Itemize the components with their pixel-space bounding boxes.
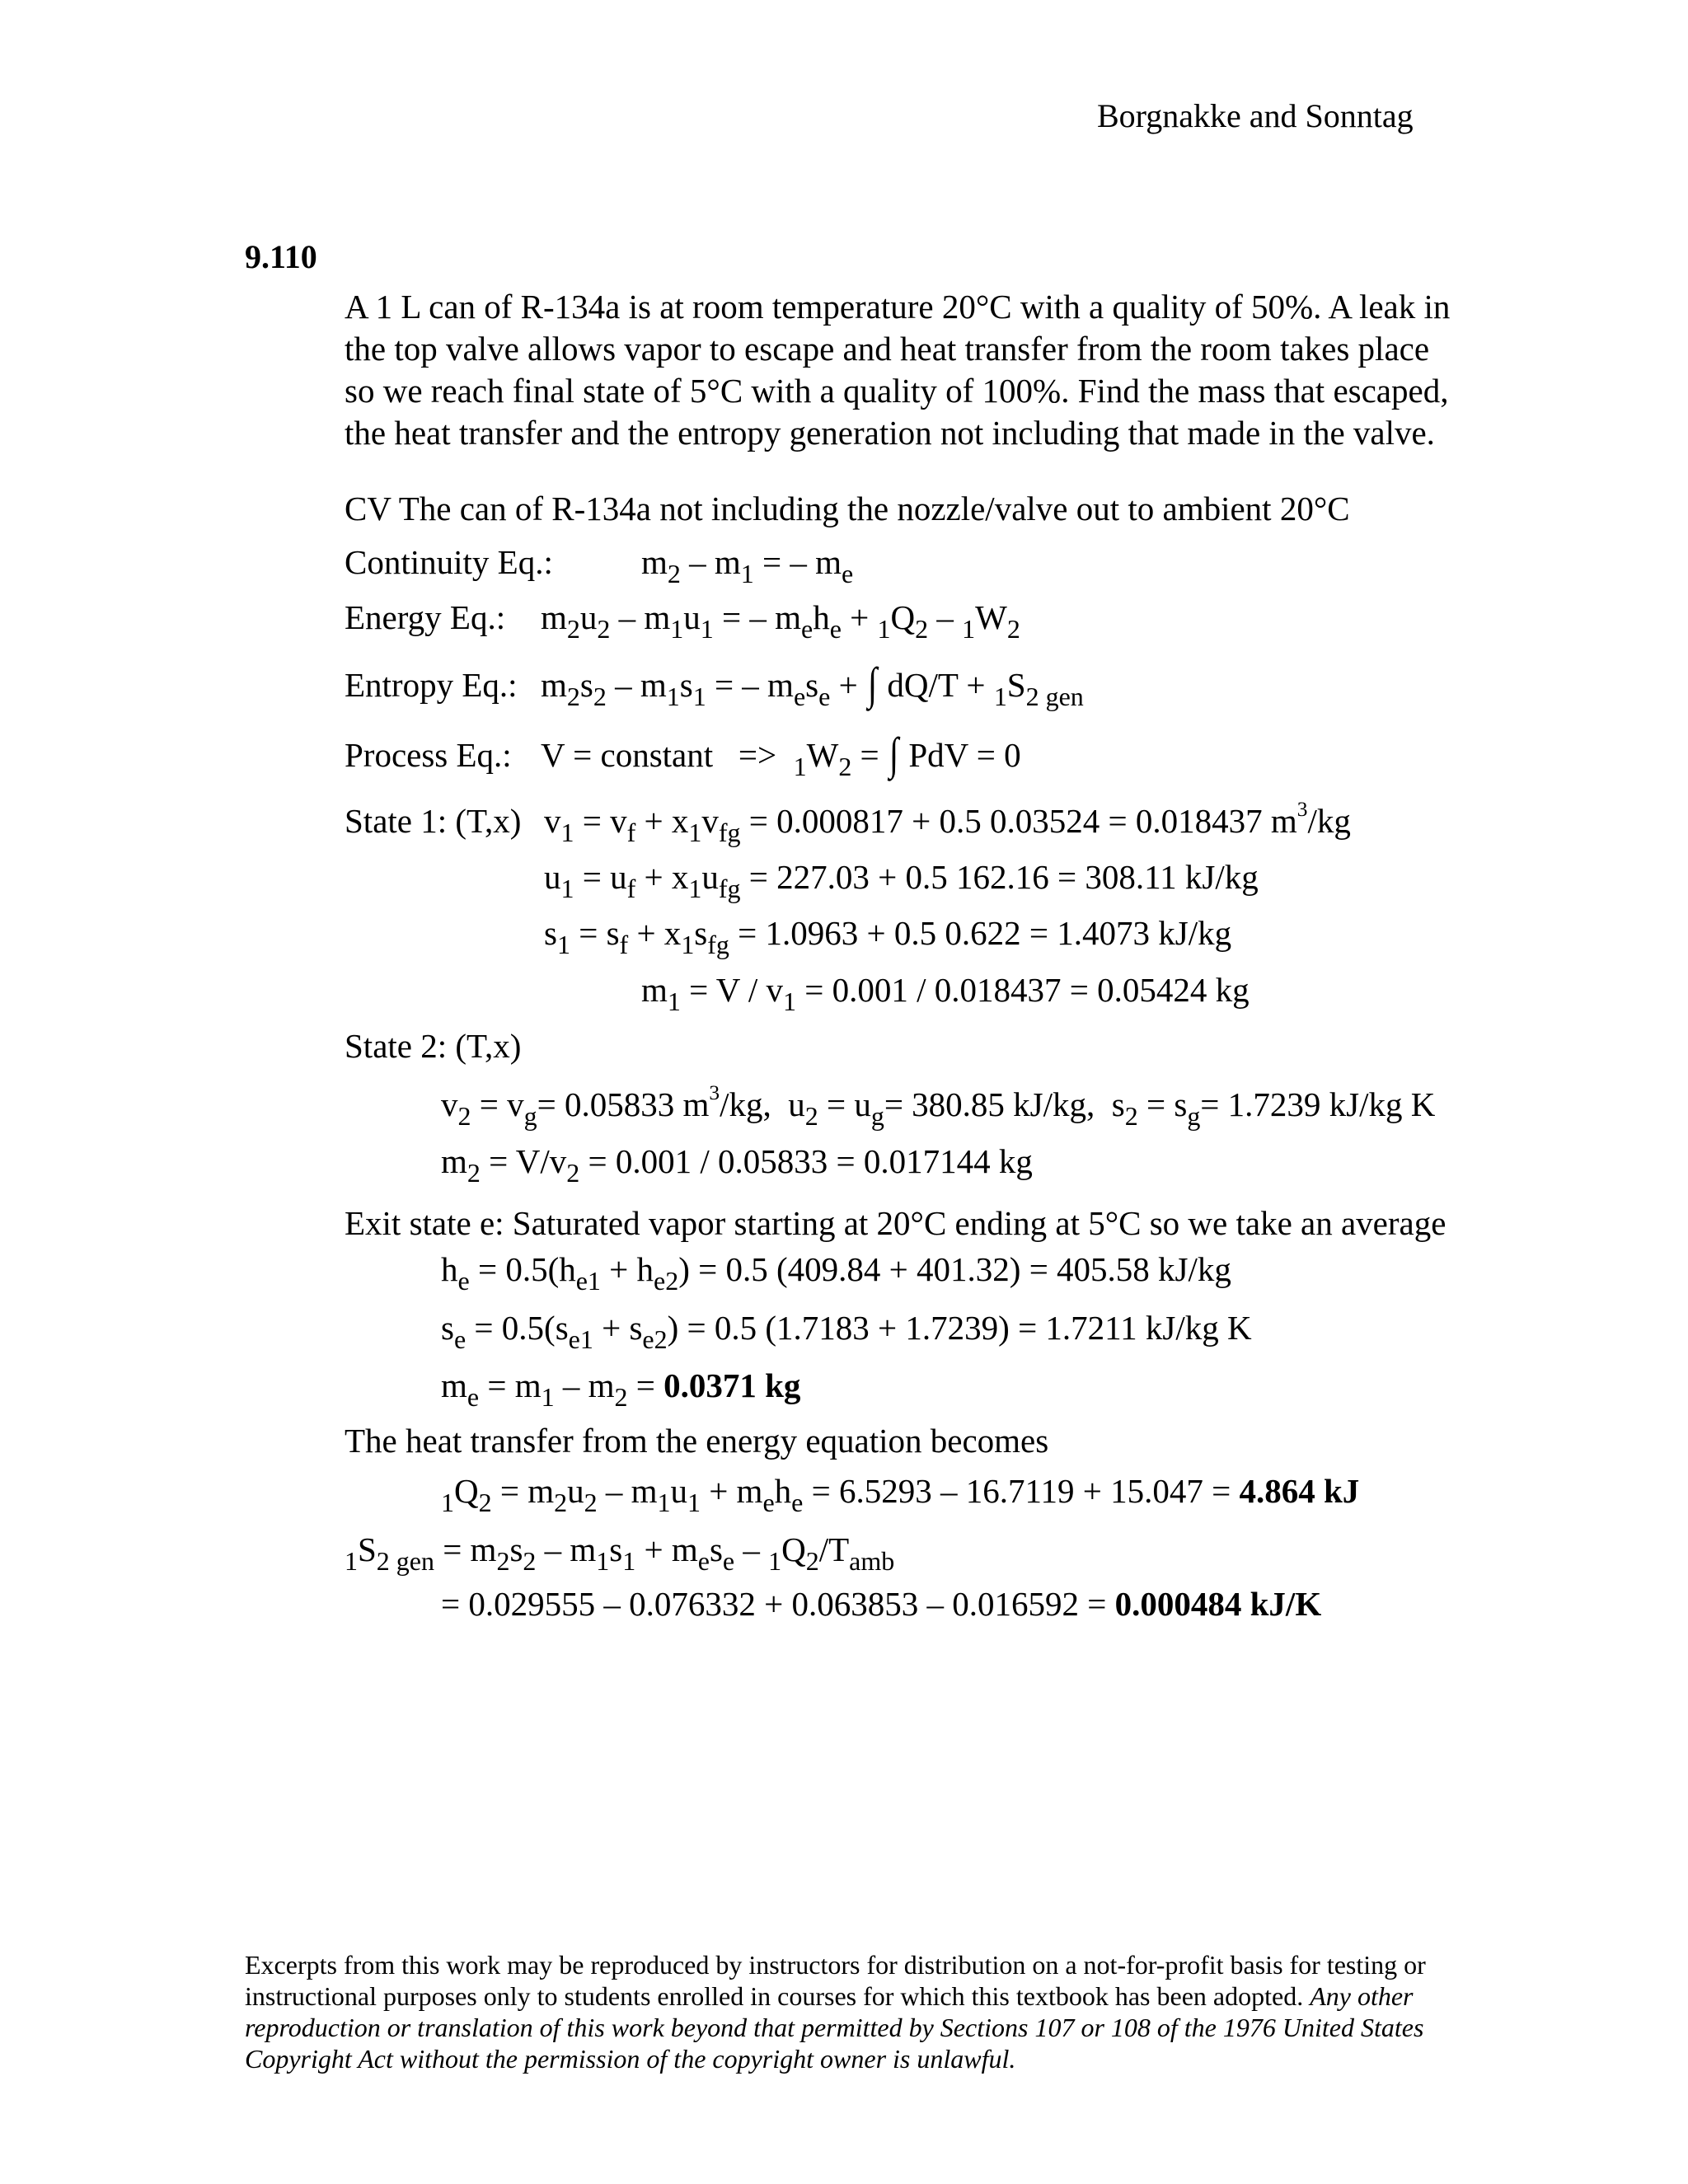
statement-line: A 1 L can of R-134a is at room temperature 20°C with a quality of 50%. A leak in bbox=[345, 288, 1451, 326]
heat-transfer-line: The heat transfer from the energy equation becomes bbox=[345, 1422, 1049, 1460]
state1-internal-energy: $u_1 = u_f + x_1u_{fg} = 227.03 + 0.5$ 162.16 = 308.11 kJ/kg bbox=[544, 858, 1259, 903]
state2-label: State 2: (T,x) bbox=[345, 1027, 522, 1065]
heat-transfer-equation: $_1Q_2 = m_2u_2 - m_1u_1 + m_eh_e = 6.5293 - 16.7119 + 15.047 = 4.864$ kJ bbox=[441, 1472, 1360, 1517]
statement-line: the heat transfer and the entropy generation not including that made in the valve. bbox=[345, 414, 1435, 452]
state1-entropy: $s_1 = s_f + x_1s_{fg} = 1.0963 + 0.5$ 0.622 = 1.4073 kJ/kg bbox=[544, 914, 1232, 959]
continuity-label: Continuity Eq.: bbox=[345, 543, 553, 581]
state1-mass: $m_1 = V / v_1 = 0.001 / 0.018437 = 0.05424$ kg bbox=[641, 971, 1250, 1016]
state1-specific-volume: $v_1 = v_f + x_1v_{fg} = 0.000817 + 0.5$ 0.03524 = 0.018437 $m^3/kg$ bbox=[544, 798, 1351, 847]
exit-entropy: $s_e = 0.5(s_{e1} + s_{e2}) = 0.5$ (1.7183 + 1.7239) = 1.7211 kJ/kg K bbox=[441, 1309, 1252, 1354]
state1-label: State 1: (T,x) bbox=[345, 802, 522, 840]
state2-mass: $m_2 = V/v_2 = 0.001 / 0.05833 = 0.017144$ kg bbox=[441, 1142, 1033, 1188]
statement-line: so we reach final state of 5°C with a quality of 100%. Find the mass that escaped, bbox=[345, 372, 1449, 410]
control-volume-line: CV The can of R-134a not including the nozzle/valve out to ambient 20°C bbox=[345, 490, 1350, 527]
escaped-mass: $m_e = m_1 - m_2 = 0.0371$ kg bbox=[441, 1366, 801, 1412]
problem-number: 9.110 bbox=[245, 238, 317, 275]
heat-transfer-result: 4.864 kJ bbox=[1239, 1472, 1360, 1510]
entropy-generation-values: = 0.029555 – 0.076332 + 0.063853 – 0.016592 = 0.000484 kJ/K bbox=[441, 1585, 1322, 1623]
escaped-mass-result: 0.0371 kg bbox=[663, 1366, 801, 1404]
continuity-equation: $m_2 - m_1$ = – $m_e$ bbox=[641, 543, 854, 588]
energy-equation: $m_2u_2 - m_1u_1$ = – $m_eh_e + _1Q_2 - _1W_2$ bbox=[541, 598, 1020, 644]
footer-notice: Excerpts from this work may be reproduced by instructors for distribution on a not-for-profit basis for testing or instructional purposes only to students enrolled in courses for which this textbook has been adopted. bbox=[245, 1950, 1426, 2011]
exit-enthalpy: $h_e = 0.5(h_{e1} + h_{e2}) = 0.5$ (409.84 + 401.32) = 405.58 kJ/kg bbox=[441, 1250, 1231, 1296]
process-label: Process Eq.: bbox=[345, 736, 512, 774]
statement-line: the top valve allows vapor to escape and heat transfer from the room takes place bbox=[345, 330, 1430, 368]
state2-properties: $v_2 = v_g= 0.05833$ $m^3/kg$, $u_2 = u_g= 380.85$ kJ/kg, $s_2 = s_g= 1.7239$ kJ/kg K bbox=[441, 1081, 1436, 1131]
process-equation: V = constant => $_1W_2$ = ∫ PdV = 0 bbox=[541, 728, 1021, 781]
energy-label: Energy Eq.: bbox=[345, 598, 506, 636]
page-header-author: Borgnakke and Sonntag bbox=[1097, 97, 1414, 134]
entropy-equation: $m_2s_2 - m_1s_1$ = – $m_es_e$ + ∫ $dQ/T + _1S_{2 gen}$ bbox=[541, 658, 1084, 711]
entropy-generation-equation: $_1S_{2 gen} = m_2s_2 - m_1s_1 + m_es_e - _1Q_2/T_{amb}$ bbox=[345, 1530, 895, 1576]
entropy-generation-result: 0.000484 kJ/K bbox=[1114, 1585, 1322, 1623]
footer-warning: Any other reproduction or translation of this work beyond that permitted by Sections 107 or 108 of the 1976 United States Copyright Act without the permission of the copyright owner is unlawful. bbox=[245, 1981, 1424, 2074]
copyright-footer bbox=[245, 1949, 1432, 2074]
entropy-label: Entropy Eq.: bbox=[345, 666, 518, 704]
exit-state-line: Exit state e: Saturated vapor starting at 20°C ending at 5°C so we take an average bbox=[345, 1204, 1447, 1242]
